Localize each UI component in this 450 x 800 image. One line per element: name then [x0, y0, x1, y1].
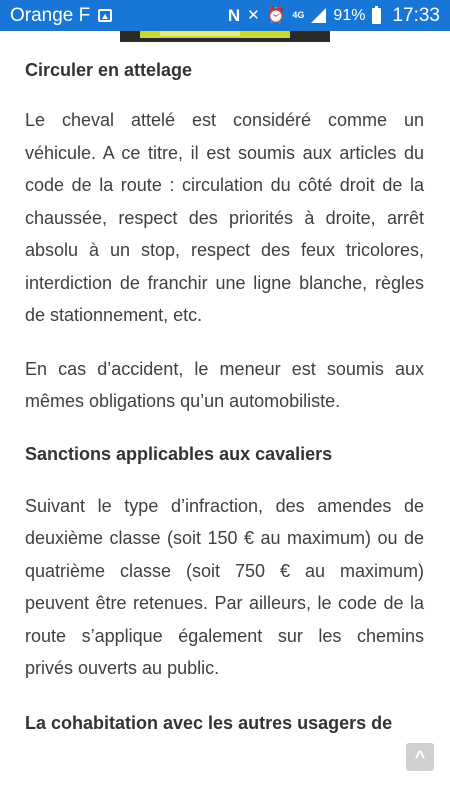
- carrier-name: Orange F: [10, 4, 91, 26]
- article-image: [120, 31, 330, 42]
- scroll-to-top-button[interactable]: [406, 743, 434, 771]
- nfc-icon: N: [227, 6, 241, 25]
- clock: 17:33: [392, 4, 440, 26]
- mute-icon: ✕: [247, 7, 260, 24]
- signal-icon: [311, 8, 326, 23]
- image-notification-icon: [98, 9, 112, 22]
- chevron-up-icon: ^: [414, 746, 426, 767]
- battery-icon: [372, 8, 381, 24]
- image-detail-highlight: [160, 31, 240, 36]
- status-icons: [228, 5, 440, 27]
- article-content: [25, 54, 424, 739]
- paragraph: En cas d’accident, le meneur est soumis aux mêmes obligations qu’un automobiliste.: [25, 358, 424, 411]
- section-heading: La cohabitation avec les autres usagers de: [25, 712, 393, 733]
- battery-percent: 91%: [333, 6, 366, 24]
- section-heading: Sanctions applicables aux cavaliers: [25, 443, 333, 464]
- paragraph: Le cheval attelé est considéré comme un véhicule. A ce titre, il est soumis aux articles du code de la route : circulation du côté droit de la chaussée, respect des priorités à droite, arrêt absolu à un stop, respect des feux tricolores, interdiction de franchir une ligne blanche, règles de stationnement, etc.: [25, 110, 424, 325]
- network-type: 4G: [292, 10, 305, 20]
- paragraph: Suivant le type d’infraction, des amendes de deuxième classe (soit 150 € au maximum) ou de quatrième classe (soit 750 € au maximum) peuvent être retenues. Par ailleurs, le code de la route s’applique également sur les chemins privés ouverts au public.: [25, 495, 424, 678]
- section-heading: Circuler en attelage: [25, 60, 193, 80]
- alarm-icon: ⏰: [266, 7, 286, 24]
- status-bar: [0, 0, 450, 31]
